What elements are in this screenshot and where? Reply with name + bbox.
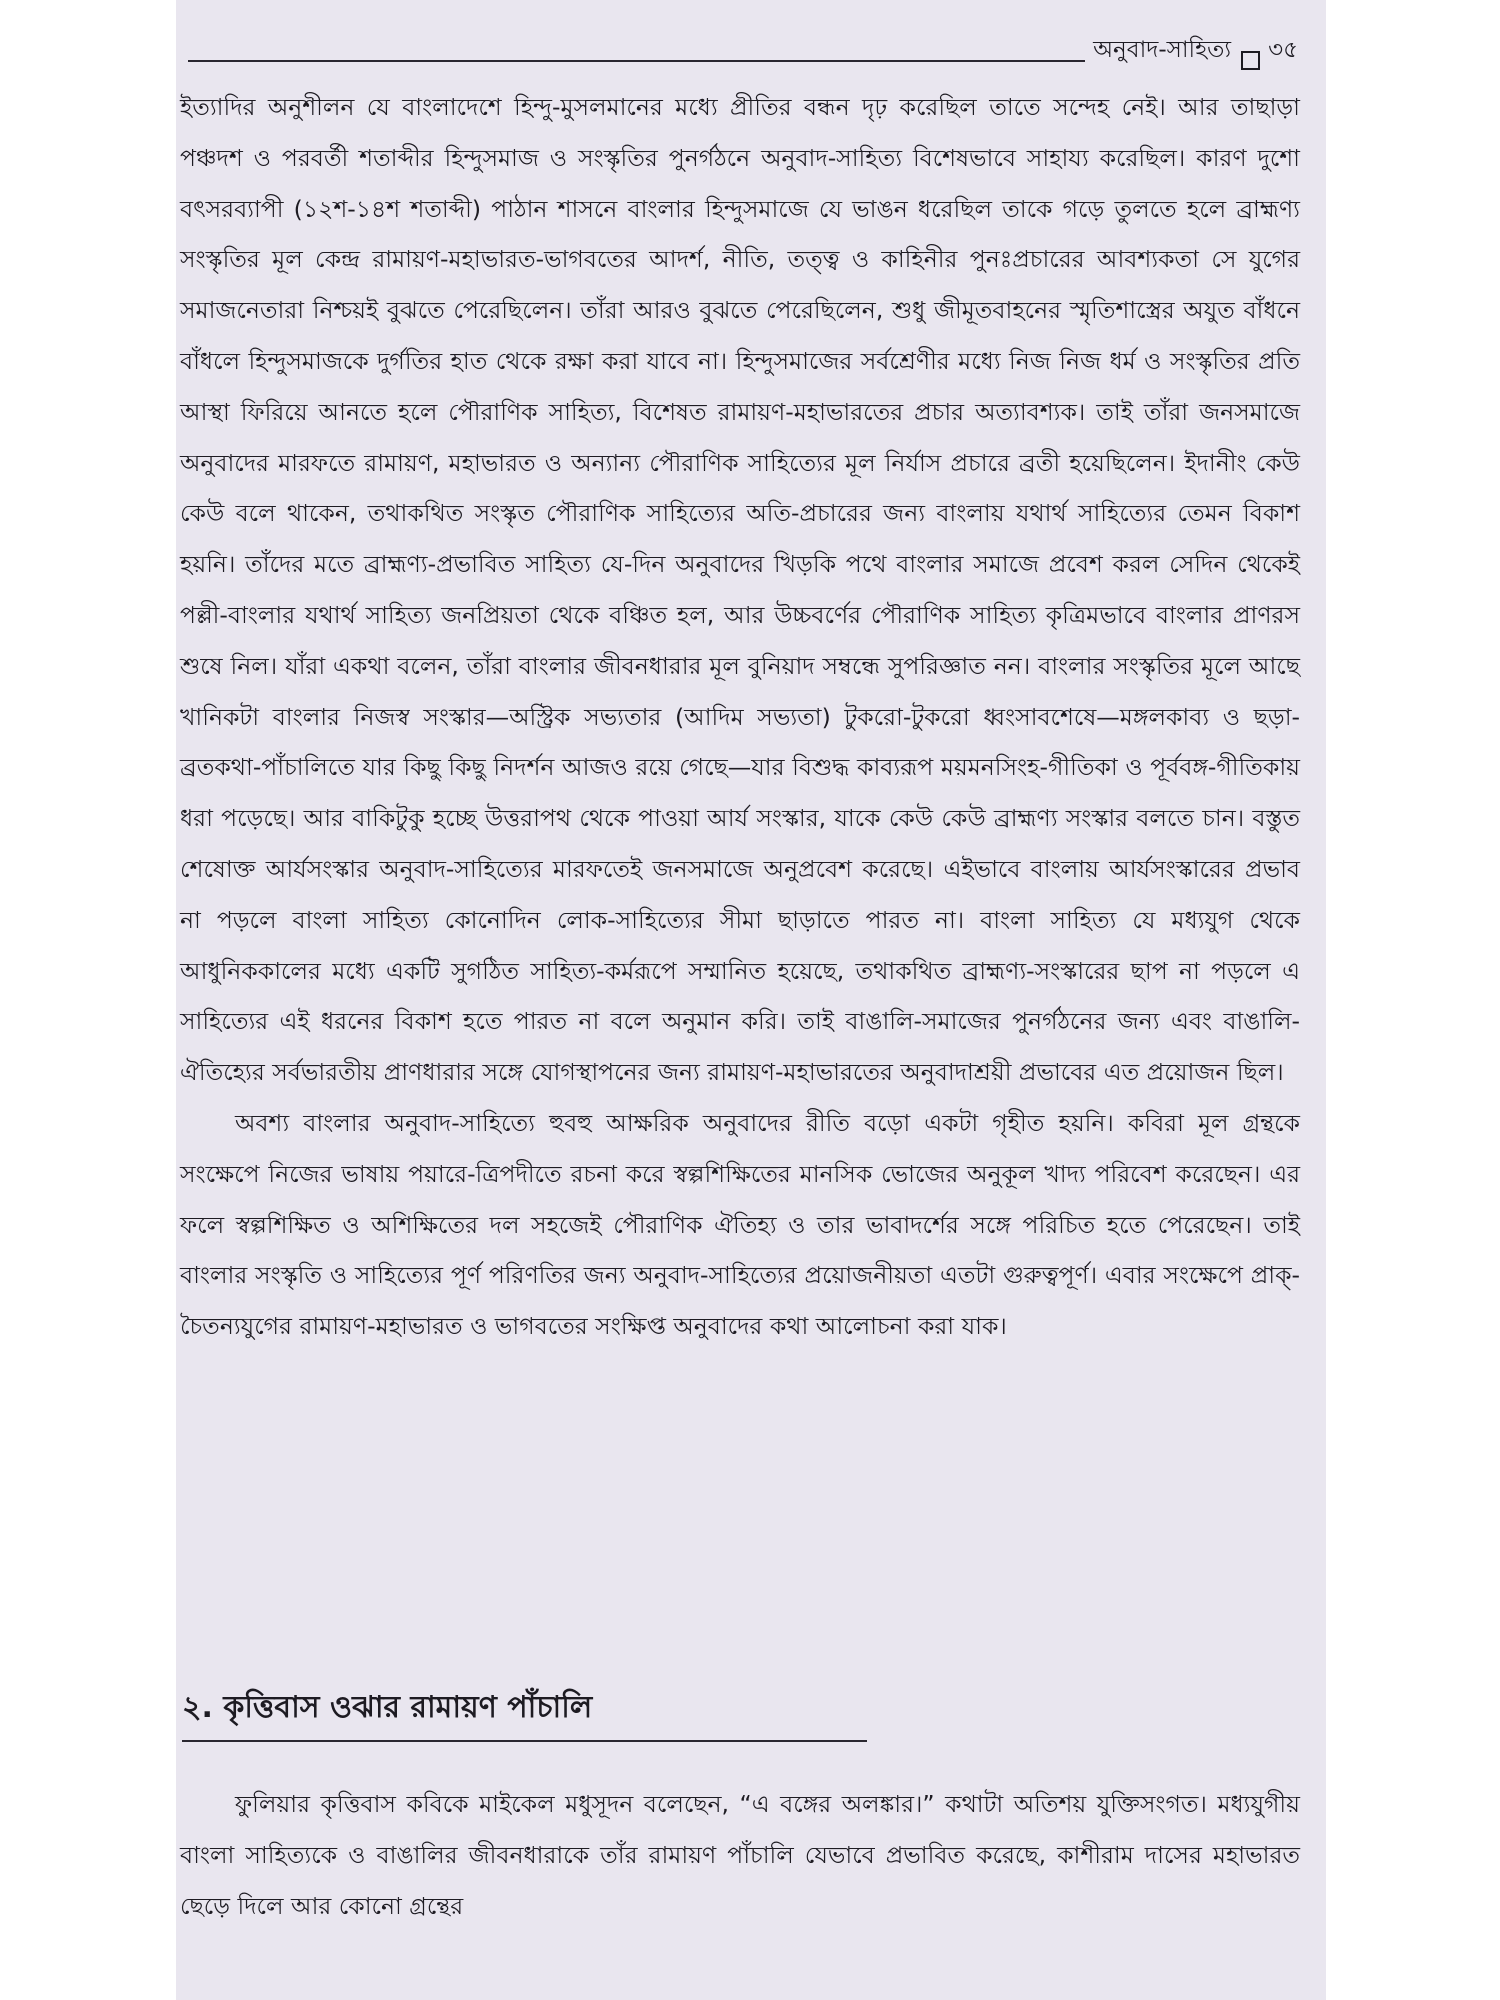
section-heading: ২. কৃত্তিবাস ওঝার রামায়ণ পাঁচালি (182, 1690, 593, 1725)
section-paragraph: ফুলিয়ার কৃত্তিবাস কবিকে মাইকেল মধুসূদন বলেছেন, “এ বঙ্গের অলঙ্কার।” কথাটা অতিশয় যুক্তিসংগত। মধ্যযুগীয় বাংলা সাহিত্যকে ও বাঙালির জীবনধারাকে তাঁর রামায়ণ পাঁচালি যেভাবে প্রভাবিত করেছে, কাশীরাম দাসের মহাভারত ছেড়ে দিলে আর কোনো গ্রন্থের (180, 1790, 1300, 1920)
body-text (180, 82, 1300, 1352)
paragraph-2: অবশ্য বাংলার অনুবাদ-সাহিত্যে হুবহু আক্ষরিক অনুবাদের রীতি বড়ো একটা গৃহীত হয়নি। কবিরা মূল গ্রন্থকে সংক্ষেপে নিজের ভাষায় পয়ারে-ত্রিপদীতে রচনা করে স্বল্পশিক্ষিতের মানসিক ভোজের অনুকূল খাদ্য পরিবেশ করেছেন। এর ফলে স্বল্পশিক্ষিত ও অশিক্ষিতের দল সহজেই পৌরাণিক ঐতিহ্য ও তার ভাবাদর্শের সঙ্গে পরিচিত হতে পেরেছেন। তাই বাংলার সংস্কৃতি ও সাহিত্যের পূর্ণ পরিণতির জন্য অনুবাদ-সাহিত্যের প্রয়োজনীয়তা এতটা গুরুত্বপূর্ণ। এবার সংক্ষেপে প্রাক্-চৈতন্যযুগের রামায়ণ-মহাভারত ও ভাগবতের সংক্ষিপ্ত অনুবাদের কথা আলোচনা করা যাক। (180, 1108, 1300, 1341)
section-body (180, 1779, 1300, 1931)
square-bullet-icon (1241, 51, 1260, 70)
running-title: অনুবাদ-সাহিত্য (1093, 37, 1232, 63)
book-page (176, 0, 1326, 2000)
header-rule (188, 60, 1085, 62)
paragraph-1: ইত্যাদির অনুশীলন যে বাংলাদেশে হিন্দু-মুসলমানের মধ্যে প্রীতির বন্ধন দৃঢ় করেছিল তাতে সন্দেহ নেই। আর তাছাড়া পঞ্চদশ ও পরবর্তী শতাব্দীর হিন্দুসমাজ ও সংস্কৃতির পুনর্গঠনে অনুবাদ-সাহিত্য বিশেষভাবে সাহায্য করেছিল। কারণ দুশো বৎসরব্যাপী (১২শ-১৪শ শতাব্দী) পাঠান শাসনে বাংলার হিন্দুসমাজে যে ভাঙন ধরেছিল তাকে গড়ে তুলতে হলে ব্রাহ্মণ্য সংস্কৃতির মূল কেন্দ্র রামায়ণ-মহাভারত-ভাগবতের আদর্শ, নীতি, তত্ত্ব ও কাহিনীর পুনঃপ্রচারের আবশ্যকতা সে যুগের সমাজনেতারা নিশ্চয়ই বুঝতে পেরেছিলেন। তাঁরা আরও বুঝতে পেরেছিলেন, শুধু জীমূতবাহনের স্মৃতিশাস্ত্রের অযুত বাঁধনে বাঁধলে হিন্দুসমাজকে দুর্গতির হাত থেকে রক্ষা করা যাবে না। হিন্দুসমাজের সর্বশ্রেণীর মধ্যে নিজ নিজ ধর্ম ও সংস্কৃতির প্রতি আস্থা ফিরিয়ে আনতে হলে পৌরাণিক সাহিত্য, বিশেষত রামায়ণ-মহাভারতের প্রচার অত্যাবশ্যক। তাই তাঁরা জনসমাজে অনুবাদের মারফতে রামায়ণ, মহাভারত ও অন্যান্য পৌরাণিক সাহিত্যের মূল নির্যাস প্রচারে ব্রতী হয়েছিলেন। ইদানীং কেউ কেউ বলে থাকেন, তথাকথিত সংস্কৃত পৌরাণিক সাহিত্যের অতি-প্রচারের জন্য বাংলায় যথার্থ সাহিত্যের তেমন বিকাশ হয়নি। তাঁদের মতে ব্রাহ্মণ্য-প্রভাবিত সাহিত্য যে-দিন অনুবাদের খিড়কি পথে বাংলার সমাজে প্রবেশ করল সেদিন থেকেই পল্লী-বাংলার যথার্থ সাহিত্য জনপ্রিয়তা থেকে বঞ্চিত হল, আর উচ্চবর্ণের পৌরাণিক সাহিত্য কৃত্রিমভাবে বাংলার প্রাণরস শুষে নিল। যাঁরা একথা বলেন, তাঁরা বাংলার জীবনধারার মূল বুনিয়াদ সম্বন্ধে সুপরিজ্ঞাত নন। বাংলার সংস্কৃতির মূলে আছে খানিকটা বাংলার নিজস্ব সংস্কার—অস্ট্রিক সভ্যতার (আদিম সভ্যতা) টুকরো-টুকরো ধ্বংসাবশেষে—মঙ্গলকাব্য ও ছড়া-ব্রতকথা-পাঁচালিতে যার কিছু কিছু নিদর্শন আজও রয়ে গেছে—যার বিশুদ্ধ কাব্যরূপ ময়মনসিংহ-গীতিকা ও পূর্ববঙ্গ-গীতিকায় ধরা পড়েছে। আর বাকিটুকু হচ্ছে উত্তরাপথ থেকে পাওয়া আর্য সংস্কার, যাকে কেউ কেউ ব্রাহ্মণ্য সংস্কার বলতে চান। বস্তুত শেষোক্ত আর্যসংস্কার অনুবাদ-সাহিত্যের মারফতেই জনসমাজে অনুপ্রবেশ করেছে। এইভাবে বাংলায় আর্যসংস্কারের প্রভাব না পড়লে বাংলা সাহিত্য কোনোদিন লোক-সাহিত্যের সীমা ছাড়াতে পারত না। বাংলা সাহিত্য যে মধ্যযুগ থেকে আধুনিককালের মধ্যে একটি সুগঠিত সাহিত্য-কর্মরূপে সম্মানিত হয়েছে, তথাকথিত ব্রাহ্মণ্য-সংস্কারের ছাপ না পড়লে এ সাহিত্যের এই ধরনের বিকাশ হতে পারত না বলে অনুমান করি। তাই বাঙালি-সমাজের পুনর্গঠনের জন্য এবং বাঙালি-ঐতিহ্যের সর্বভারতীয় প্রাণধারার সঙ্গে যোগস্থাপনের জন্য রামায়ণ-মহাভারতের অনুবাদাশ্রয়ী প্রভাবের এত প্রয়োজন ছিল। (180, 93, 1300, 1087)
section-heading-underline (182, 1740, 867, 1742)
running-head (188, 24, 1298, 70)
page-number: ৩৫ (1268, 37, 1298, 63)
